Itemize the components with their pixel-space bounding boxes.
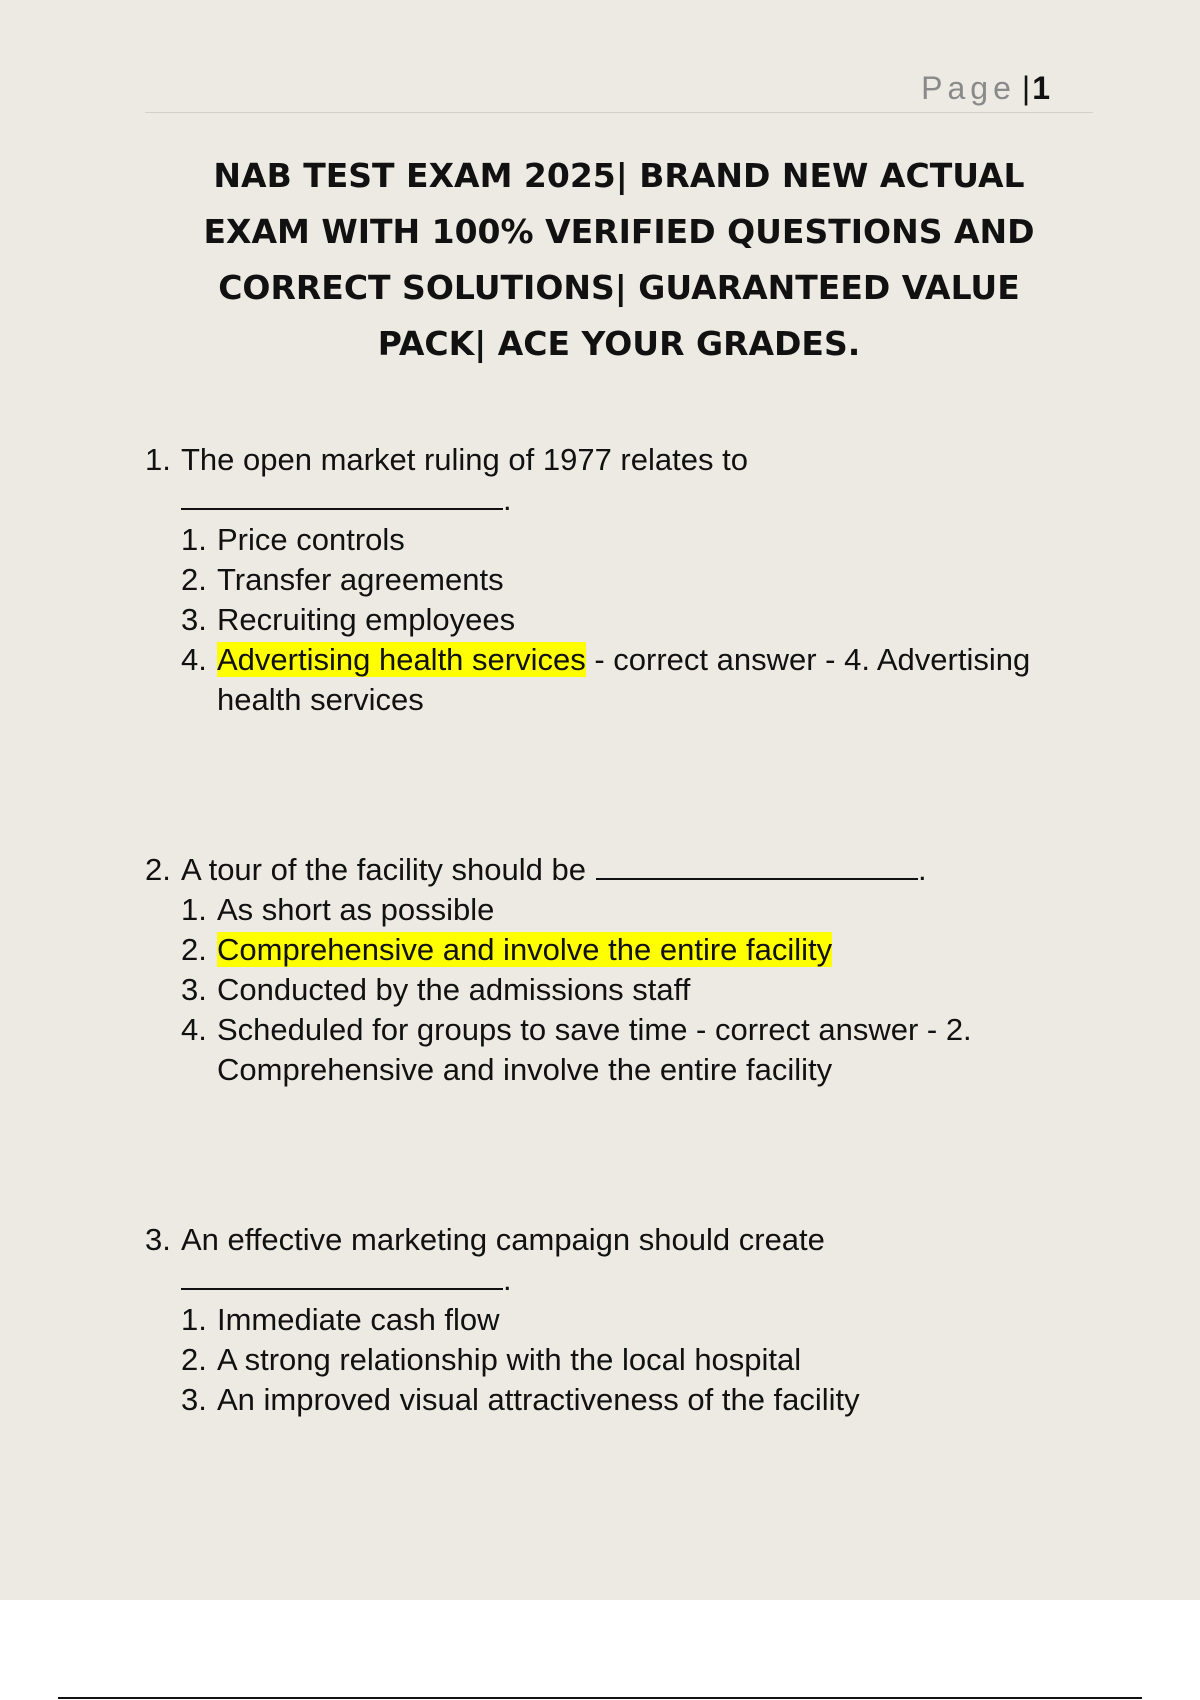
question-2 [145, 850, 1095, 1090]
blank-suffix: . [503, 482, 512, 517]
title-line: EXAM WITH 100% VERIFIED QUESTIONS AND [203, 212, 1035, 251]
option-number: 3. [181, 1382, 207, 1417]
option-text: An improved visual attractiveness of the facility [217, 1382, 860, 1417]
option-item [181, 520, 1095, 560]
option-number: 1. [181, 522, 207, 557]
title-line: NAB TEST EXAM 2025| BRAND NEW ACTUAL [213, 156, 1025, 195]
answer-blank-row [145, 480, 1095, 520]
option-item [181, 640, 1095, 720]
option-text: Conducted by the admissions staff [217, 972, 691, 1007]
highlighted-answer: Comprehensive and involve the entire facility [217, 932, 833, 967]
question-1 [145, 440, 1095, 720]
question-number: 1. [145, 442, 171, 477]
question-3 [145, 1220, 1095, 1420]
option-text: - correct answer - 4. Advertising [585, 642, 1031, 677]
option-number: 3. [181, 602, 207, 637]
answer-blank [596, 850, 918, 880]
page-separator: | [1021, 70, 1031, 106]
page-word: Page [921, 70, 1016, 106]
option-item [181, 970, 1095, 1010]
answer-blank-row [145, 1260, 1095, 1300]
option-item [181, 1380, 1095, 1420]
option-number: 4. [181, 1012, 207, 1047]
answer-blank [181, 1260, 503, 1290]
question-stem [145, 440, 1095, 480]
option-list [145, 520, 1095, 720]
option-continuation: health services [217, 682, 424, 717]
question-number: 3. [145, 1222, 171, 1257]
option-list [145, 1300, 1095, 1420]
question-number: 2. [145, 852, 171, 887]
option-number: 2. [181, 1342, 207, 1377]
question-stem [145, 850, 1095, 890]
highlighted-answer: Advertising health services [217, 642, 586, 677]
option-text: Transfer agreements [217, 562, 504, 597]
option-item [181, 1340, 1095, 1380]
option-number: 4. [181, 642, 207, 677]
question-text: The open market ruling of 1977 relates to [181, 442, 748, 477]
page-number-label [921, 72, 1050, 104]
option-item [181, 890, 1095, 930]
page-header [145, 70, 1093, 113]
option-item [181, 1300, 1095, 1340]
option-text: As short as possible [217, 892, 495, 927]
option-number: 1. [181, 1302, 207, 1337]
document-title [145, 148, 1093, 372]
question-text: A tour of the facility should be [181, 852, 586, 887]
option-number: 1. [181, 892, 207, 927]
option-text: Price controls [217, 522, 405, 557]
option-number: 3. [181, 972, 207, 1007]
blank-suffix: . [503, 1262, 512, 1297]
blank-suffix: . [917, 852, 927, 887]
option-text: Scheduled for groups to save time - correct answer - 2. [217, 1012, 972, 1047]
option-text: Immediate cash flow [217, 1302, 500, 1337]
option-list [145, 890, 1095, 1090]
option-number: 2. [181, 562, 207, 597]
option-continuation: Comprehensive and involve the entire facility [217, 1052, 833, 1087]
question-stem [145, 1220, 1095, 1260]
option-item [181, 1010, 1095, 1090]
title-line: PACK| ACE YOUR GRADES. [377, 324, 861, 363]
option-text: Recruiting employees [217, 602, 516, 637]
option-item [181, 930, 1095, 970]
answer-blank [181, 480, 503, 510]
option-text: A strong relationship with the local hospital [217, 1342, 802, 1377]
title-line: CORRECT SOLUTIONS| GUARANTEED VALUE [218, 268, 1020, 307]
option-item [181, 560, 1095, 600]
option-number: 2. [181, 932, 207, 967]
question-text: An effective marketing campaign should create [181, 1222, 825, 1257]
option-item [181, 600, 1095, 640]
page-bottom-rule [58, 1697, 1142, 1699]
page-number: 1 [1032, 70, 1050, 106]
